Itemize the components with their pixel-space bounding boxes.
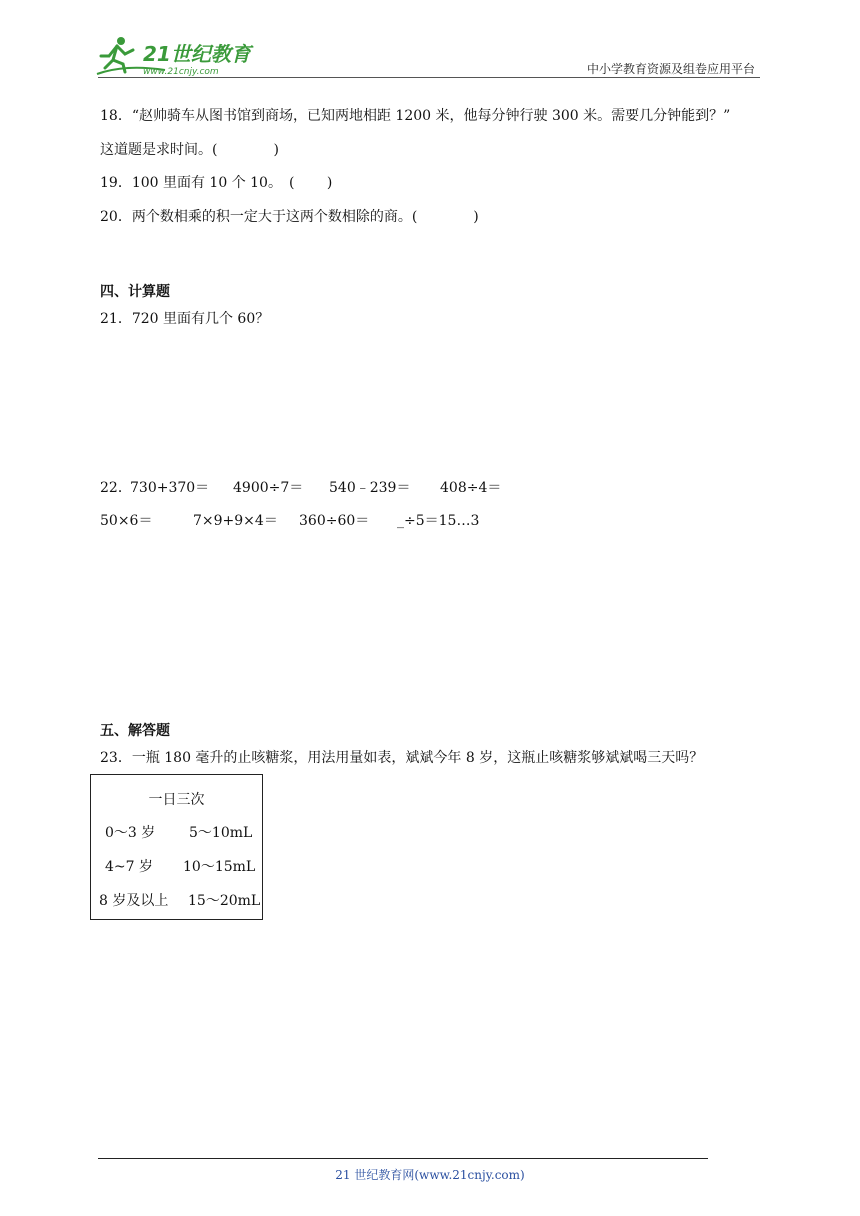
question-23: 23．一瓶 180 毫升的止咳糖浆，用法用量如表，斌斌今年 8 岁，这瓶止咳糖浆够斌斌喝三天吗？ xyxy=(100,750,704,766)
table-cell-age: 0～3 岁 xyxy=(105,825,156,841)
calc-item: 4900÷7＝ xyxy=(233,480,304,496)
calc-item: 360÷60＝ xyxy=(299,513,370,529)
table-cell-dose: 15～20mL xyxy=(188,893,261,909)
calc-item: 408÷4＝ xyxy=(440,480,502,496)
question-19: 19．100 里面有 10 个 10。 ( ) xyxy=(100,175,333,191)
table-cell-age: 8 岁及以上 xyxy=(99,893,169,909)
header-platform-text: 中小学教育资源及组卷应用平台 xyxy=(586,62,755,76)
table-header: 一日三次 xyxy=(148,792,205,808)
section-4-title: 四、计算题 xyxy=(100,284,170,300)
question-20: 20．两个数相乘的积一定大于这两个数相除的商。( ) xyxy=(100,209,479,225)
site-logo xyxy=(95,34,260,78)
calc-item: 50×6＝ xyxy=(100,513,153,529)
dosage-table xyxy=(90,774,263,920)
question-18-line1: 18．“赵帅骑车从图书馆到商场，已知两地相距 1200 米，他每分钟行驶 300 米。需要几分钟能到？” xyxy=(100,108,731,124)
section-5-title: 五、解答题 xyxy=(100,723,170,739)
question-18-line2: 这道题是求时间。( ) xyxy=(100,142,279,158)
calc-item: _÷5＝15…3 xyxy=(397,513,480,529)
question-21: 21．720 里面有几个 60？ xyxy=(100,311,270,327)
table-cell-age: 4~7 岁 xyxy=(105,859,153,875)
footer-text: 21 世纪教育网(www.21cnjy.com) xyxy=(335,1168,525,1182)
svg-text:www.21cnjy.com: www.21cnjy.com xyxy=(143,67,219,77)
calc-item: 7×9+9×4＝ xyxy=(193,513,278,529)
svg-text:21世纪教育: 21世纪教育 xyxy=(143,42,251,66)
runner-logo-icon xyxy=(95,34,260,78)
question-22-label: 22． xyxy=(100,480,132,496)
table-cell-dose: 10～15mL xyxy=(183,859,256,875)
calc-item: 730+370＝ xyxy=(130,480,210,496)
header-divider xyxy=(98,77,760,78)
calc-item: 540﹣239＝ xyxy=(329,480,411,496)
footer-divider xyxy=(98,1158,708,1159)
table-cell-dose: 5～10mL xyxy=(189,825,253,841)
